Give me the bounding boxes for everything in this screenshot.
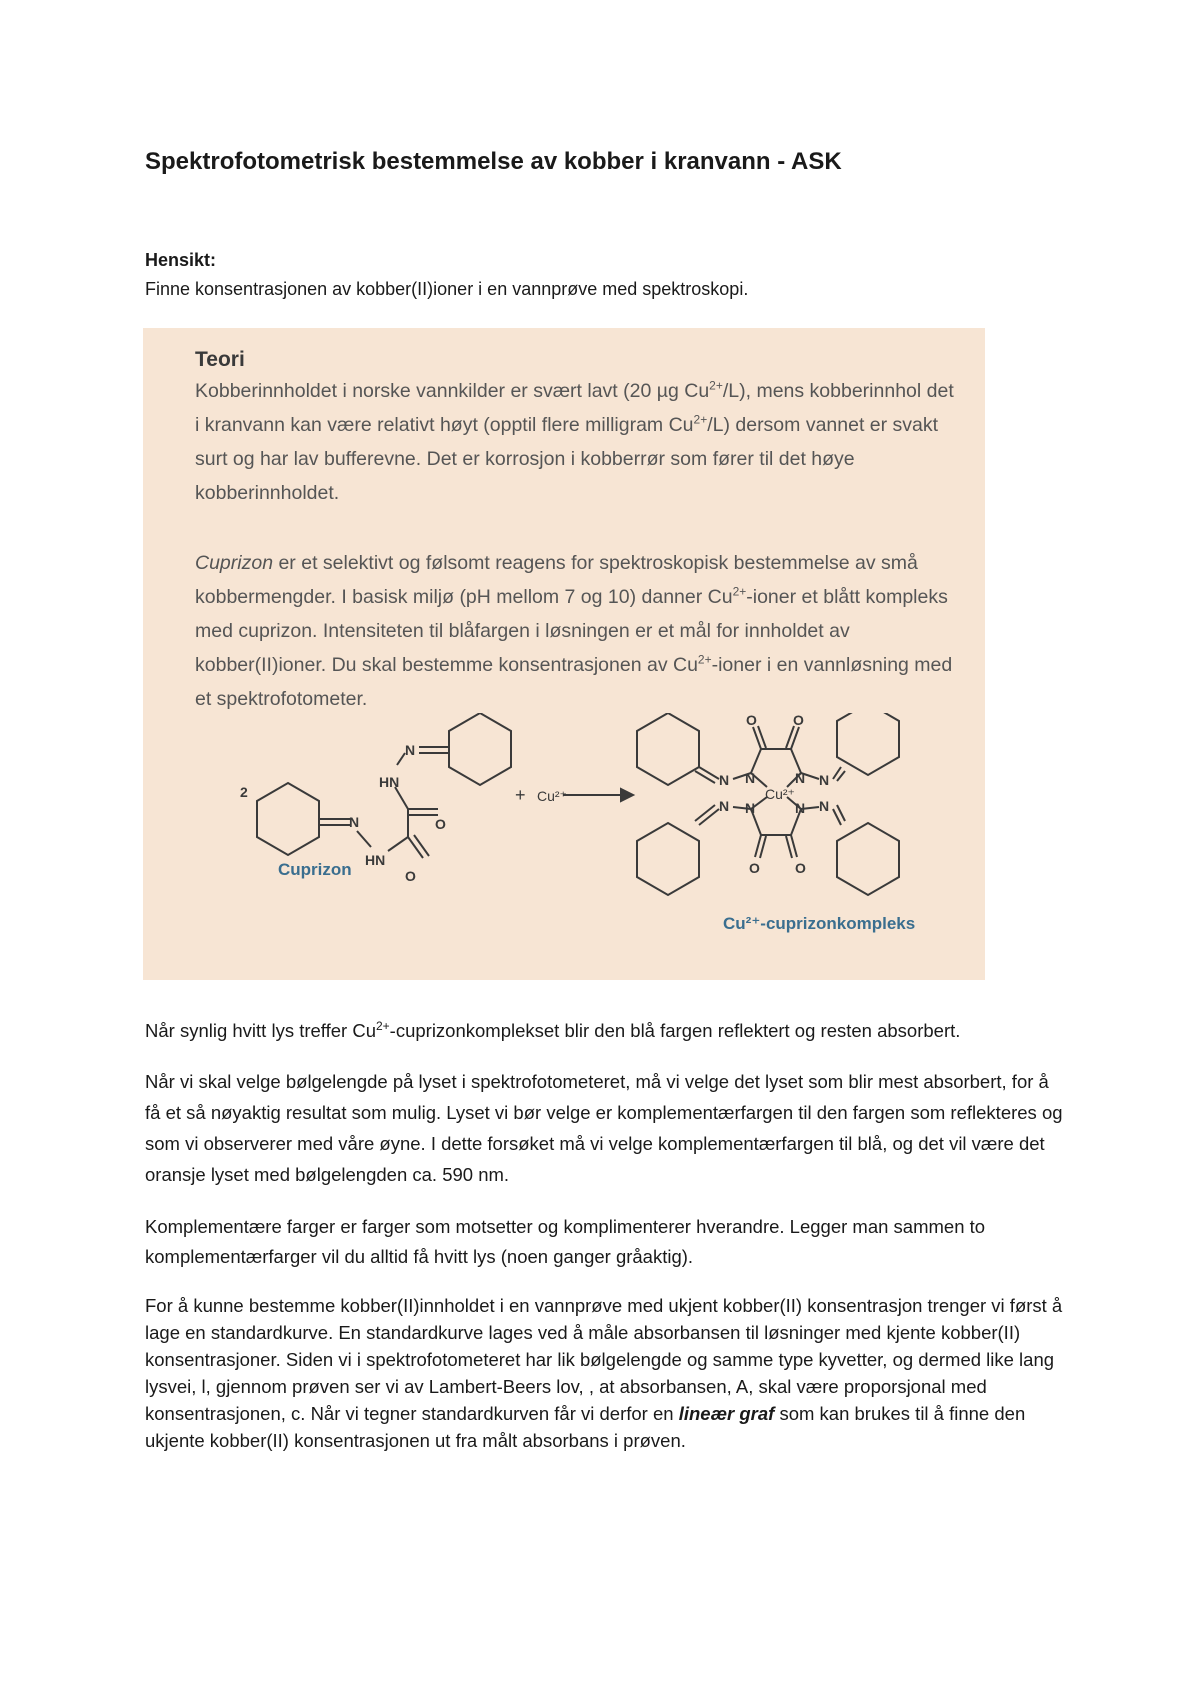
atom-o: O <box>749 860 760 876</box>
theory-box <box>143 328 985 980</box>
body-paragraph-1: Når synlig hvitt lys treffer $Cu^{2+}$-cuprizonkomplekset blir den blå fargen reflektert og resten absorbert. <box>145 1018 961 1041</box>
atom-n: N <box>745 770 756 786</box>
atom-n: N <box>795 770 806 786</box>
atom-n: N <box>819 772 830 788</box>
cyclohexane-ring-left <box>257 783 319 855</box>
atom-n: N <box>405 742 416 758</box>
body-paragraph-3: Komplementære farger er farger som motsetter og komplimenterer hverandre. Legger man sammen to komplementærfarger vil du alltid få hvitt lys (noen ganger gråaktig). <box>145 1216 986 1267</box>
complex-label: Cu²⁺-cuprizonkompleks <box>723 914 916 933</box>
cu-center: Cu²⁺ <box>765 786 795 802</box>
reaction-scheme <box>143 713 985 973</box>
coefficient: 2 <box>240 784 248 800</box>
page-title: Spektrofotometrisk bestemmelse av kobber i kranvann - ASK <box>145 148 842 175</box>
atom-n: N <box>795 800 806 816</box>
atom-n: N <box>819 798 830 814</box>
atom-o: O <box>746 713 757 728</box>
theory-heading: Teori <box>195 348 245 371</box>
atom-o: O <box>405 868 416 884</box>
atom-n: N <box>719 798 730 814</box>
body-paragraph-2: Når vi skal velge bølgelengde på lyset i spektrofotometeret, må vi velge det lyset som blir mest absorbert, for å få et så nøyaktig resultat som mulig. Lyset vi bør velge er komplementærfargen til den fargen som reflekteres og som vi observerer med våre øyne. I dette forsøket må vi velge komplementærfargen til blå, og det vil være det oransje lyset med bølgelengden ca. 590 nm. <box>145 1071 1063 1185</box>
atom-o: O <box>795 860 806 876</box>
atom-o: O <box>793 713 804 728</box>
atom-o: O <box>435 816 446 832</box>
atom-n: N <box>349 814 360 830</box>
body-paragraph-4: For å kunne bestemme kobber(II)innholdet i en vannprøve med ukjent kobber(II) konsentrasjon trenger vi først å lage en standardkurve. En standardkurve lages ved å måle absorbansen til løsninger med kjente kobber(II) konsentrasjoner. Siden vi i spektrofotometeret har lik bølgelengde og samme type kyvetter, og dermed like lang lysvei, l, gjennom prøven ser vi av Lambert-Beers lov, , at absorbansen, A, skal være proporsjonal med konsentrasjonen, c. Når vi tegner standardkurven får vi derfor en lineær graf som kan brukes til å finne den ukjente kobber(II) konsentrasjonen ut fra målt absorbans i prøven. <box>145 1295 1063 1451</box>
cuprizon-label: Cuprizon <box>278 860 352 879</box>
purpose-text: Finne konsentrasjonen av kobber(II)ioner i en vannprøve med spektroskopi. <box>145 279 749 299</box>
atom-n: N <box>745 800 756 816</box>
atom-hn: HN <box>379 774 400 790</box>
atom-hn: HN <box>365 852 386 868</box>
theory-paragraph-2: Cuprizon er et selektivt og følsomt reagens for spektroskopisk bestemmelse av små kobbermengder. I basisk miljø (pH mellom 7 og 10) danner $Cu^{2+}$-ioner et blått kompleks med cuprizon. Intensiteten til blåfargen i løsningen er et mål for innholdet av kobber(II)ioner. Du skal bestemme konsentrasjonen av $Cu^{2+}$-ioner i en vannløsning med et spektrofotometer. <box>195 552 953 710</box>
cu-ion: Cu²⁺ <box>537 788 567 804</box>
plus-sign: + <box>515 785 526 805</box>
atom-n: N <box>719 772 730 788</box>
theory-paragraph-1: Kobberinnholdet i norske vannkilder er svært lavt (20 µg $Cu^{2+}/L$), mens kobberinnhol det i kranvann kan være relativt høyt (opptil flere milligram $Cu^{2+}/L$) dersom vannet er svakt surt og har lav bufferevne. Det er korrosjon i kobberrør som fører til det høye kobberinnholdet. <box>195 378 954 504</box>
purpose-heading: Hensikt: <box>145 250 217 270</box>
